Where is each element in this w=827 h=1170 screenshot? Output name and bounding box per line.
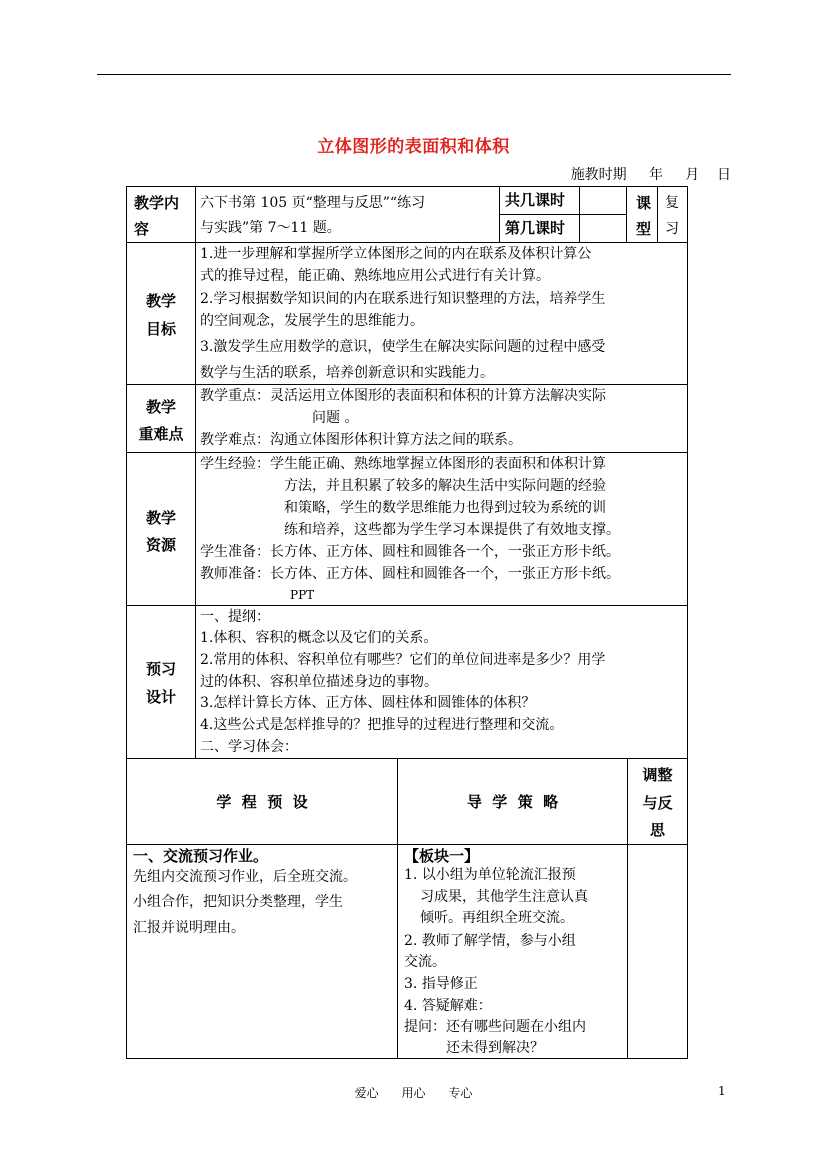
process-right-cell <box>627 844 688 1059</box>
process-left-title: 一、交流预习作业。 <box>133 847 269 865</box>
goals-label-2: 目标 <box>145 320 176 338</box>
resources-label-1: 教学 <box>145 509 176 527</box>
header-rule <box>97 74 731 75</box>
resources-line: 教师准备：长方体、正方体、圆柱和圆锥各一个，一张正方形卡纸。 <box>200 566 620 582</box>
preview-line: 2.常用的体积、容积单位有哪些？它们的单位间进率是多少？用学 <box>200 652 606 668</box>
process-mid-line: 提问：还有哪些问题在小组内 <box>404 1019 586 1035</box>
process-mid-line: 习成果，其他学生注意认真 <box>420 889 588 905</box>
keypoints-line: 教学难点：沟通立体图形体积计算方法之间的联系。 <box>200 432 522 448</box>
goals-line: 数学与生活的联系，培养创新意识和实践能力。 <box>200 365 494 381</box>
resources-line: 练和培养，这些都为学生学习本课提供了有效地支撑。 <box>284 522 620 538</box>
resources-line: PPT <box>290 588 315 602</box>
process-left-line: 汇报并说明理由。 <box>133 920 245 936</box>
content-label-1: 教学内 <box>134 194 180 212</box>
preview-label-1: 预习 <box>145 660 176 678</box>
resources-label-2: 资源 <box>145 536 176 554</box>
content-label-2: 容 <box>134 220 150 238</box>
preview-line: 一、提纲： <box>200 609 270 625</box>
process-col3-header-2: 与反 <box>642 794 673 812</box>
preview-line: 过的体积、容积单位描述身边的事物。 <box>200 674 438 690</box>
preview-label-2: 设计 <box>145 688 176 706</box>
page-number: 1 <box>718 1084 726 1098</box>
process-left-line: 先组内交流预习作业，后全班交流。 <box>133 869 357 885</box>
page-title: 立体图形的表面积和体积 <box>317 137 510 157</box>
total-lessons-value-cell <box>579 186 627 215</box>
content-text-1: 六下书第 105 页“整理与反思”“练习 <box>200 195 426 211</box>
process-col1-header: 学 程 预 设 <box>216 793 308 811</box>
keypoints-line: 问题 。 <box>312 410 359 426</box>
goals-label-1: 教学 <box>145 292 176 310</box>
process-col3-header-3: 思 <box>649 821 665 839</box>
preview-line: 二、学习体会： <box>200 739 298 755</box>
preview-label-cell <box>126 605 196 759</box>
goals-line: 2.学习根据数学知识间的内在联系进行知识整理的方法，培养学生 <box>200 291 606 307</box>
type-label-1: 课 <box>636 194 652 212</box>
content-text-2: 与实践”第 7～11 题。 <box>200 220 341 236</box>
lesson-no-label: 第几课时 <box>505 219 566 237</box>
process-mid-line: 4. 答疑解难： <box>404 998 492 1014</box>
process-col2-header: 导 学 策 略 <box>466 793 559 811</box>
goals-line: 式的推导过程，能正确、熟练地应用公式进行有关计算。 <box>200 268 550 284</box>
process-mid-line: 倾听。再组织全班交流。 <box>420 910 574 926</box>
page-footer: 爱心 用心 专心 <box>354 1086 473 1100</box>
resources-line: 方法，并且积累了较多的解决生活中实际问题的经验 <box>284 478 606 494</box>
keypoints-label-1: 教学 <box>145 398 176 416</box>
resources-line: 学生准备：长方体、正方体、圆柱和圆锥各一个，一张正方形卡纸。 <box>200 544 620 560</box>
process-left-line: 小组合作，把知识分类整理，学生 <box>133 894 343 910</box>
goals-line: 3.激发学生应用数学的意识，使学生在解决实际问题的过程中感受 <box>200 339 606 355</box>
goals-line: 1.进一步理解和掌握所学立体图形之间的内在联系及体积计算公 <box>200 246 592 262</box>
preview-line: 3.怎样计算长方体、正方体、圆柱体和圆锥体的体积？ <box>200 695 536 711</box>
type-label-2: 型 <box>636 220 652 238</box>
lesson-no-value-cell <box>579 214 627 243</box>
process-col3-header-1: 调整 <box>642 766 673 784</box>
process-mid-line: 3. 指导修正 <box>404 976 478 992</box>
type-value-2: 习 <box>665 221 679 237</box>
keypoints-line: 教学重点：灵活运用立体图形的表面积和体积的计算方法解决实际 <box>200 388 606 404</box>
process-mid-line: 1. 以小组为单位轮流汇报预 <box>404 867 576 883</box>
process-mid-line: 2. 教师了解学情，参与小组 <box>404 933 576 949</box>
process-mid-line: 还未得到解决？ <box>446 1040 544 1056</box>
preview-line: 1.体积、容积的概念以及它们的关系。 <box>200 630 438 646</box>
total-lessons-label: 共几课时 <box>505 191 566 209</box>
type-value-1: 复 <box>665 195 679 211</box>
process-mid-title: 【板块一】 <box>404 847 480 865</box>
process-mid-line: 交流。 <box>404 954 446 970</box>
date-line: 施教时期 年 月 日 <box>570 167 731 183</box>
keypoints-label-2: 重难点 <box>138 425 184 443</box>
resources-line: 和策略，学生的数学思维能力也得到过较为系统的训 <box>284 500 606 516</box>
preview-line: 4.这些公式是怎样推导的？把推导的过程进行整理和交流。 <box>200 717 564 733</box>
goals-line: 的空间观念，发展学生的思维能力。 <box>200 313 424 329</box>
resources-line: 学生经验：学生能正确、熟练地掌握立体图形的表面积和体积计算 <box>200 456 606 472</box>
